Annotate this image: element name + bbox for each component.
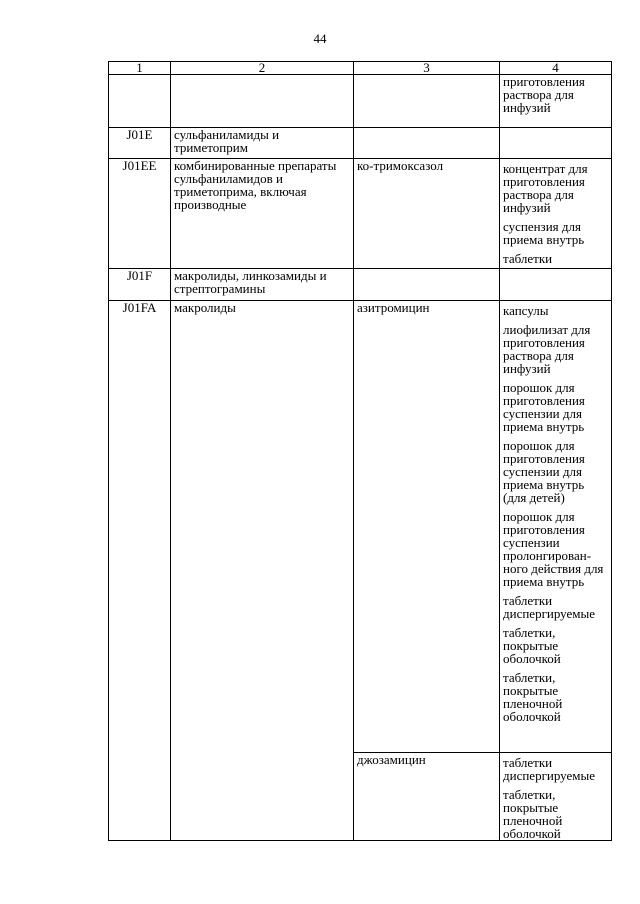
dosage-form: таблетки диспергируемые [503, 593, 596, 621]
dosage-form: таблетки, покрытые пленочной оболочкой [503, 787, 563, 841]
column-header-4: 4 [500, 62, 612, 75]
drug-name-cell: джозамицин [354, 753, 500, 841]
column-header-3: 3 [354, 62, 500, 75]
dosage-form: таблетки [503, 251, 553, 266]
drug-name-cell [354, 269, 500, 301]
group-name-cell: макролиды [171, 301, 354, 841]
table-row-j01f [109, 269, 612, 301]
dosage-forms-cell [500, 269, 612, 301]
table-row-j01ee [109, 159, 612, 269]
dosage-form: порошок для приготовления суспензии для приема внутрь (для детей) [503, 438, 585, 505]
group-name-cell: макролиды, линкозамиды и стрептограмины [171, 269, 354, 301]
dosage-form: концентрат для приготовления раствора для инфузий [503, 161, 588, 215]
code-cell: J01FA [109, 301, 171, 841]
group-name-cell [171, 75, 354, 128]
dosage-form: суспензия для приема внутрь [503, 219, 585, 247]
dosage-form: лиофилизат для приготовления раствора для инфузий [503, 322, 591, 376]
drug-name-cell [354, 128, 500, 159]
group-name-cell: комбинированные препараты сульфаниламидов и триметоприма, включая производные [171, 159, 354, 269]
dosage-form: таблетки, покрытые пленочной оболочкой [503, 670, 563, 724]
dosage-forms-cell [500, 753, 612, 841]
drug-name-cell [354, 75, 500, 128]
table-row-j01e [109, 128, 612, 159]
code-cell: J01EE [109, 159, 171, 269]
dosage-form: таблетки диспергируемые [503, 755, 596, 783]
dosage-form: таблетки, покрытые оболочкой [503, 625, 561, 666]
code-cell: J01E [109, 128, 171, 159]
table-row-j01fa [109, 301, 612, 753]
dosage-forms-cell [500, 159, 612, 269]
code-cell: J01F [109, 269, 171, 301]
group-name-cell: сульфаниламиды и триметоприм [171, 128, 354, 159]
drug-name-cell: азитромицин [354, 301, 500, 753]
dosage-form: приготовления раствора для инфузий [503, 74, 585, 115]
drug-table [108, 61, 612, 841]
column-header-1: 1 [109, 62, 171, 75]
dosage-forms-cell [500, 301, 612, 753]
drug-name-cell: ко-тримоксазол [354, 159, 500, 269]
dosage-form: капсулы [503, 303, 549, 318]
column-header-2: 2 [171, 62, 354, 75]
dosage-form: порошок для приготовления суспензии пролонгирован-ного действия для приема внутрь [503, 509, 604, 589]
page-number: 44 [313, 31, 327, 46]
table-header-row [109, 62, 612, 75]
code-cell [109, 75, 171, 128]
dosage-form: порошок для приготовления суспензии для приема внутрь [503, 380, 585, 434]
dosage-forms-cell [500, 128, 612, 159]
table-row-continuation [109, 75, 612, 128]
dosage-forms-cell [500, 75, 612, 128]
